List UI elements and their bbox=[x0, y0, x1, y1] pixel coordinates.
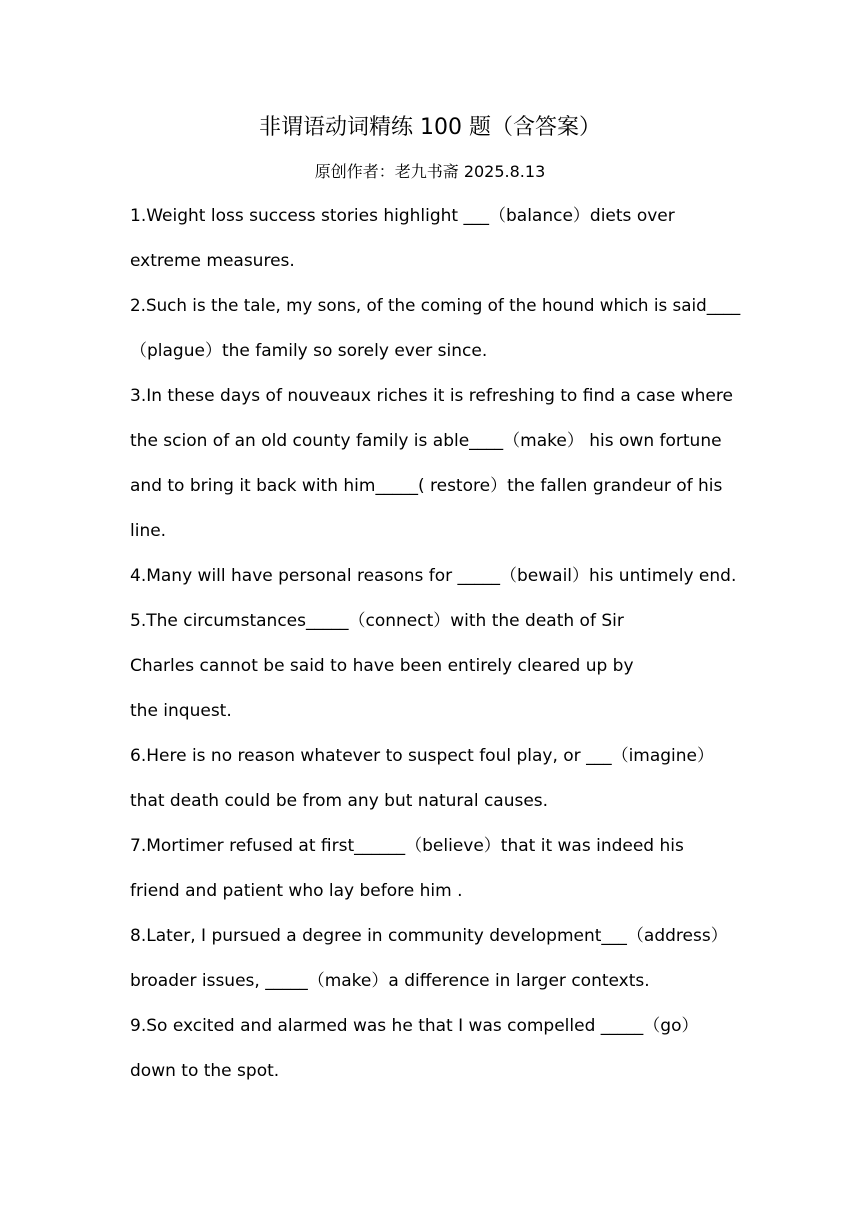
text-line: 1.Weight loss success stories highlight ___（balance）diets over bbox=[130, 206, 675, 226]
text-line: that death could be from any but natural causes. bbox=[130, 791, 549, 811]
text-line: 5.The circumstances_____（connect）with the death of Sir bbox=[130, 611, 624, 631]
text-line: broader issues, _____（make）a difference in larger contexts. bbox=[130, 971, 650, 991]
text-line: 7.Mortimer refused at first______（believe）that it was indeed his bbox=[130, 836, 684, 856]
document-subtitle: 原创作者：老九书斋 2025.8.13 bbox=[314, 162, 546, 181]
exercise-body bbox=[130, 194, 740, 1094]
text-line: 3.In these days of nouveaux riches it is refreshing to find a case where bbox=[130, 386, 733, 406]
text-line: the scion of an old county family is able____（make） his own fortune bbox=[130, 431, 722, 451]
text-line: friend and patient who lay before him . bbox=[130, 881, 463, 901]
text-line: and to bring it back with him_____( restore）the fallen grandeur of his bbox=[130, 476, 723, 496]
document-title: 非谓语动词精练 100 题（含答案） bbox=[259, 115, 601, 140]
text-line: extreme measures. bbox=[130, 251, 295, 271]
text-line: 6.Here is no reason whatever to suspect foul play, or ___（imagine） bbox=[130, 746, 715, 766]
text-line: down to the spot. bbox=[130, 1061, 280, 1081]
text-line: line. bbox=[130, 521, 167, 541]
text-line: 4.Many will have personal reasons for _____（bewail）his untimely end. bbox=[130, 566, 737, 586]
text-line: 9.So excited and alarmed was he that I was compelled _____（go） bbox=[130, 1016, 699, 1036]
text-line: Charles cannot be said to have been entirely cleared up by bbox=[130, 656, 634, 676]
text-line: 2.Such is the tale, my sons, of the coming of the hound which is said____ bbox=[130, 296, 741, 316]
text-line: 8.Later, I pursued a degree in community development___（address） bbox=[130, 926, 728, 946]
text-line: the inquest. bbox=[130, 701, 232, 721]
text-line: （plague）the family so sorely ever since. bbox=[130, 341, 488, 361]
